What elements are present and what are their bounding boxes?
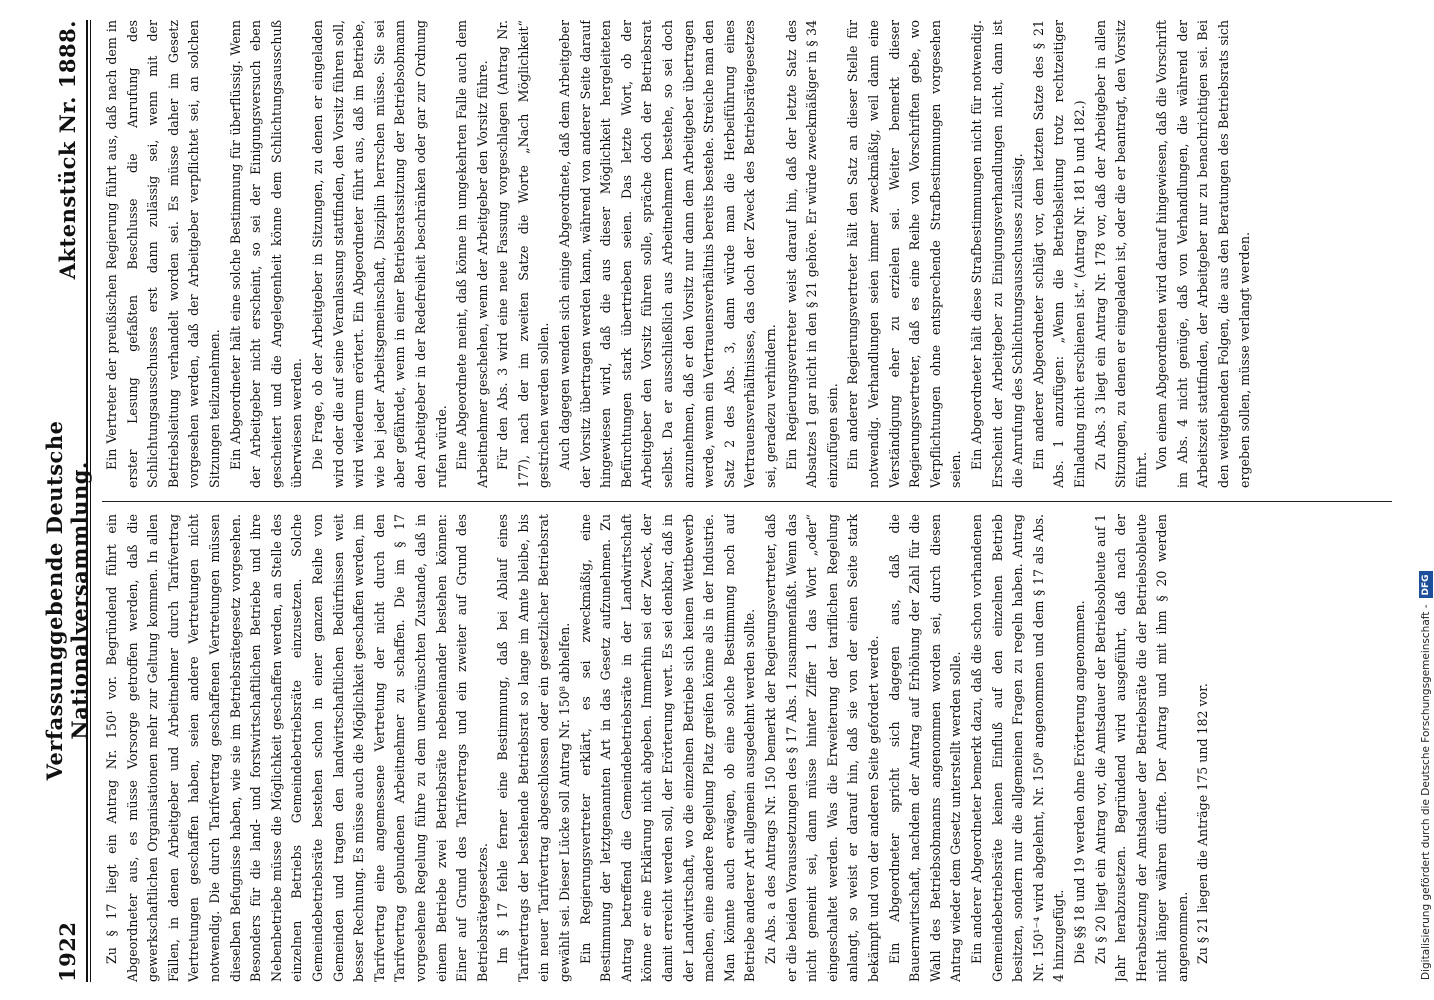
- paragraph: Zu § 21 liegen die Anträge 175 und 182 vor.: [1195, 683, 1211, 964]
- page-title: Verfassunggebende Deutsche Nationalversammlung.: [42, 420, 92, 781]
- paragraph: Für den Abs. 3 wird eine neue Fassung vorgeschlagen (Antrag Nr. 177), nach der im zweiten Satze die Worte „Nach Möglichkeit“ gestrichen werden sollen.: [495, 20, 552, 488]
- paragraph: Ein Abgeordneter hält diese Strafbestimmungen nicht für notwendig. Erscheint der Arbeitgeber zu Einigungsverhandlungen nicht, dann ist die Anrufung des Schlichtungsausschusses zulässig.: [968, 20, 1026, 488]
- paragraph: Ein anderer Regierungsvertreter hält den Satz an dieser Stelle für notwendig. Verhandlungen seien immer zweckmäßig, weil dann eine Verständigung eher zu erzielen sei. Weiter bemerkt dieser Regierungsvertreter, daß es eine Reihe von Vorschriften gebe, wo Verpflichtungen ohne entsprechende Strafbestimmungen vorgesehen seien.: [845, 20, 964, 488]
- paragraph: Zu § 17 liegt ein Antrag Nr. 150¹ vor. Begründend führt ein Abgeordneter aus, es müsse Vorsorge getroffen werden, daß die gewerkschaftlichen Organisationen mehr zur Geltung kommen. In allen Fällen, in denen Arbeitgeber und Arbeitnehmer durch Tarifvertrag Vertretungen geschaffen haben, seien andere Vertretungen nicht notwendig. Die durch Tarifvertrag geschaffenen Vertretungen müssen dieselben Befugnisse haben, wie sie im Betriebsrätegesetz vorgesehen. Besonders für die land- und forstwirtschaftlichen Betriebe und ihre Nebenbetriebe müsse die Möglichkeit geschaffen werden, an Stelle des einzelnen Betriebs Gemeindebetriebsräte einzusetzen. Solche Gemeindebetriebsräte bestehen schon in einer ganzen Reihe von Gemeinden und tragen den landwirtschaftlichen Bedürfnissen weit besser Rechnung. Es müsse auch die Möglichkeit geschaffen werden, im Tarifvertrag eine angemessene Vertretung der nicht durch den Tarifvertrag gebundenen Arbeitnehmer zu schaffen. Die im § 17 vorgesehene Regelung führe zu dem unerwünschten Zustande, daß in einem Betriebe zwei Betriebsräte nebeneinander bestehen können: Einer auf Grund des Tarifvertrags und ein zweiter auf Grund des Betriebsrätegesetzes.: [104, 514, 490, 982]
- paragraph: Im § 17 fehle ferner eine Bestimmung, daß bei Ablauf eines Tarifvertrags der bestehende Betriebsrat so lange im Amte bleibe, bis ein neuer Tarifvertrag abgeschlossen oder ein gesetzlicher Betriebsrat gewählt sei. Dieser Lücke soll Antrag Nr. 150⁸ abhelfen.: [495, 514, 573, 982]
- credit-text: Digitalisierung gefördert durch die Deutsche Forschungsgemeinschaft -: [1420, 604, 1432, 980]
- paragraph: Zu § 20 liegt ein Antrag vor, die Amtsdauer der Betriebsobleute auf 1 Jahr herabzusetzen. Begründend wird ausgeführt, daß nach der Herabsetzung der Amtsdauer der Betriebsräte die der Betriebsobleute nicht länger währen dürfte. Der Antrag und mit ihm § 20 werden angenommen.: [1092, 514, 1190, 982]
- credit-text-rotated: [1414, 0, 1434, 1000]
- digitization-credit: [1410, 0, 1434, 1000]
- paragraph: Ein Regierungsvertreter weist darauf hin, daß der letzte Satz des Absatzes 1 gar nicht in den § 21 gehöre. Er würde zweckmäßiger in § 34 einzufügen sein.: [783, 20, 840, 488]
- header-rule: [86, 20, 88, 982]
- dfg-logo: DFG: [1419, 571, 1433, 598]
- paragraph: Zu Abs. 3 liegt ein Antrag Nr. 178 vor, daß der Arbeitgeber in allen Sitzungen, zu denen er eingeladen ist, oder die er beantragt, den Vorsitz führt.: [1092, 20, 1149, 488]
- paragraph: Die §§ 18 und 19 werden ohne Erörterung angenommen.: [1071, 600, 1087, 964]
- paragraph: Ein Abgeordneter spricht sich dagegen aus, daß die Bauernwirtschaft, nachdem der Antrag auf Erhöhung der Zahl für die Wahl des Betriebsobmanns angenommen worden sei, durch diesen Antrag wieder dem Gesetz unterstellt werden solle.: [886, 514, 964, 982]
- paragraph: Ein Abgeordneter hält eine solche Bestimmung für überflüssig. Wenn der Arbeitgeber nicht erscheint, so sei der Einigungsversuch eben gescheitert und die Angelegenheit könne dem Schlichtungsausschuß überwiesen werden.: [227, 20, 305, 488]
- paragraph: Eine Abgeordnete meint, daß könne im umgekehrten Falle auch dem Arbeitnehmer geschehen, wenn der Arbeitgeber den Vorsitz führe.: [454, 20, 490, 488]
- paragraph: Ein Vertreter der preußischen Regierung führt aus, daß nach dem in erster Lesung gefaßten Beschlusse die Anrufung des Schlichtungsausschusses erst dann zulässig sei, wenn mit der Betriebsleitung verhandelt worden sei. Es müsse daher im Gesetz vorgesehen werden, daß der Arbeitgeber verpflichtet sei, an solchen Sitzungen teilzunehmen.: [104, 20, 222, 488]
- paragraph: Von einem Abgeordneten wird darauf hingewiesen, daß die Vorschrift im Abs. 4 nicht genüge, daß von Verhandlungen, die während der Arbeitszeit stattfinden, der Arbeitgeber nur zu benachrichtigen sei. Bei den weitgehenden Folgen, die aus den Beratungen des Betriebsrats sich ergeben sollen, müsse verlangt werden.: [1154, 20, 1252, 488]
- right-column: [102, 20, 1392, 488]
- page-header: [42, 20, 92, 982]
- page-number: 1922: [54, 921, 80, 982]
- paragraph: Zu Abs. a des Antrags Nr. 150 bemerkt der Regierungsvertreter, daß er die beiden Voraussetzungen des § 17 Abs. 1 zusammenfaßt. Wenn das nicht gemeint sei, dann müsse hinter Ziffer 1 das Wort „oder“ eingeschaltet werden. Was die Erweiterung der tariflichen Regelung anlangt, so weist er darauf hin, daß sie von der einen Seite stark bekämpft und von der anderen Seite gefordert werde.: [763, 514, 881, 982]
- paragraph: Ein anderer Abgeordneter schlägt vor, dem letzten Satze des § 21 Abs. 1 anzufügen: „Wenn die Betriebsleitung trotz rechtzeitiger Einladung nicht erschienen ist.“ (Antrag Nr. 181 b und 182.): [1030, 20, 1087, 488]
- document-reference: Aktenstück Nr. 1888.: [54, 20, 80, 280]
- paragraph: Auch dagegen wenden sich einige Abgeordnete, daß dem Arbeitgeber der Vorsitz übertragen werden kann, während von anderer Seite darauf hingewiesen wird, daß die aus dieser Möglichkeit hergeleiteten Befürchtungen stark übertrieben seien. Das letzte Wort, ob der Arbeitgeber den Vorsitz führen solle, spräche doch der Betriebsrat selbst. Da er ausschließlich aus Arbeitnehmern bestehe, so sei doch anzunehmen, daß er den Vorsitz nur dann dem Arbeitgeber übertragen werde, wenn ein Vertrauensverhältnis bereits bestehe. Streiche man den Satz 2 des Abs. 3, dann würde man die Herbeiführung eines Vertrauensverhältnisses, das doch der Zweck des Betriebsrätegesetzes sei, geradezu verhindern.: [557, 20, 778, 488]
- header-rule-thin: [90, 20, 91, 982]
- paragraph: Ein Regierungsvertreter erklärt, es sei zweckmäßig, eine Bestimmung der letztgenannten Art in das Gesetz aufzunehmen. Zu Antrag betreffend die Gemeindebetriebsräte in der Landwirtschaft könne er eine Erklärung nicht abgeben. Immerhin sei der Zweck, der damit erreicht werden soll, der Erörterung wert. Es sei denkbar, daß in der Landwirtschaft, wo die einzelnen Betriebe sich keinen Wettbewerb machen, eine andere Regelung Platz greifen könne als in der Industrie. Man könnte auch erwägen, ob eine solche Bestimmung noch auf Betriebe anderer Art allgemein ausgedehnt werden sollte.: [577, 514, 758, 982]
- paragraph: Die Frage, ob der Arbeitgeber in Sitzungen, zu denen er eingeladen wird oder die auf seine Veranlassung stattfinden, den Vorsitz führen soll, wird wiederum erörtert. Ein Abgeordneter führt aus, daß im Betriebe, wie bei jeder Arbeitsgemeinschaft, Disziplin herrschen müsse. Sie sei aber gefährdet, wenn in einer Betriebsratssitzung der Betriebsobmann den Arbeitgeber in der Redefreiheit beschränken oder gar zur Ordnung rufen würde.: [309, 20, 449, 488]
- column-divider: [102, 501, 1392, 502]
- paragraph: Ein anderer Abgeordneter bemerkt dazu, daß die schon vorhandenen Gemeindebetriebsräte keinen Einfluß auf den einzelnen Betrieb besitzen, sondern nur die allgemeinen Fragen zu regeln haben. Antrag Nr. 150¹⁻⁴ wird abgelehnt, Nr. 150⁸ angenommen und dem § 17 als Abs. 4 hinzugefügt.: [968, 514, 1067, 982]
- page-content: [42, 20, 1400, 982]
- left-column: [102, 514, 1392, 982]
